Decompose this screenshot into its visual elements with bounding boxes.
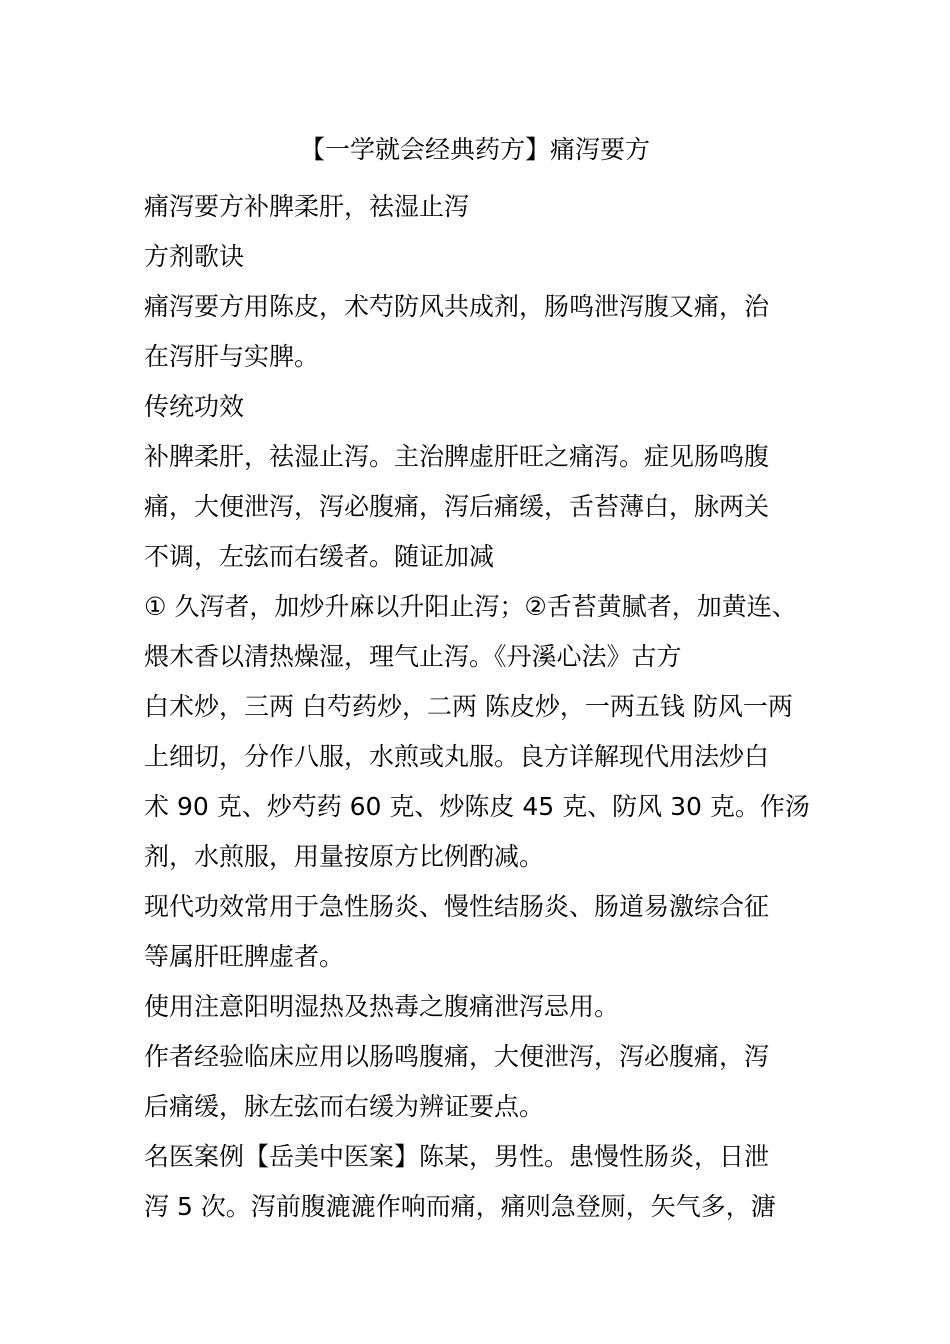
text-line: 方剂歌诀: [144, 242, 245, 271]
text-line: 泻 5 次。泻前腹漉漉作响而痛，痛则急登厕，矢气多，溏: [144, 1192, 776, 1221]
text-line: 上细切，分作八服，水煎或丸服。良方详解现代用法炒白: [144, 742, 770, 771]
text-line: 痛泻要方用陈皮，术芍防风共成剂，肠鸣泄泻腹又痛，治: [144, 292, 770, 321]
text-line: 等属肝旺脾虚者。: [144, 942, 345, 971]
text-line: 现代功效常用于急性肠炎、慢性结肠炎、肠道易激综合征: [144, 892, 770, 921]
text-line: 补脾柔肝，祛湿止泻。主治脾虚肝旺之痛泻。症见肠鸣腹: [144, 442, 770, 471]
text-line: 在泻肝与实脾。: [144, 342, 320, 371]
document-body: [144, 182, 814, 1232]
text-line: 名医案例【岳美中医案】陈某，男性。患慢性肠炎，日泄: [144, 1142, 770, 1171]
text-line: 传统功效: [144, 392, 245, 421]
text-line: 白术炒，三两 白芍药炒，二两 陈皮炒，一两五钱 防风一两: [144, 692, 793, 721]
text-line: 使用注意阳明湿热及热毒之腹痛泄泻忌用。: [144, 992, 620, 1021]
text-line: ① 久泻者，加炒升麻以升阳止泻；②舌苔黄腻者，加黄连、: [144, 592, 797, 621]
text-line: 痛泻要方补脾柔肝，祛湿止泻: [144, 192, 470, 221]
text-line: 作者经验临床应用以肠鸣腹痛，大便泄泻，泻必腹痛，泻: [144, 1042, 770, 1071]
document-title: 【一学就会经典药方】痛泻要方: [299, 135, 650, 164]
text-line: 煨木香以清热燥湿，理气止泻。《丹溪心法》古方: [144, 642, 682, 671]
text-line: 剂，水煎服，用量按原方比例酌减。: [144, 842, 545, 871]
text-line: 不调，左弦而右缓者。随证加减: [144, 542, 495, 571]
text-line: 术 90 克、炒芍药 60 克、炒陈皮 45 克、防风 30 克。作汤: [144, 792, 810, 821]
text-line: 痛，大便泄泻，泻必腹痛，泻后痛缓，舌苔薄白，脉两关: [144, 492, 770, 521]
text-line: 后痛缓，脉左弦而右缓为辨证要点。: [144, 1092, 545, 1121]
